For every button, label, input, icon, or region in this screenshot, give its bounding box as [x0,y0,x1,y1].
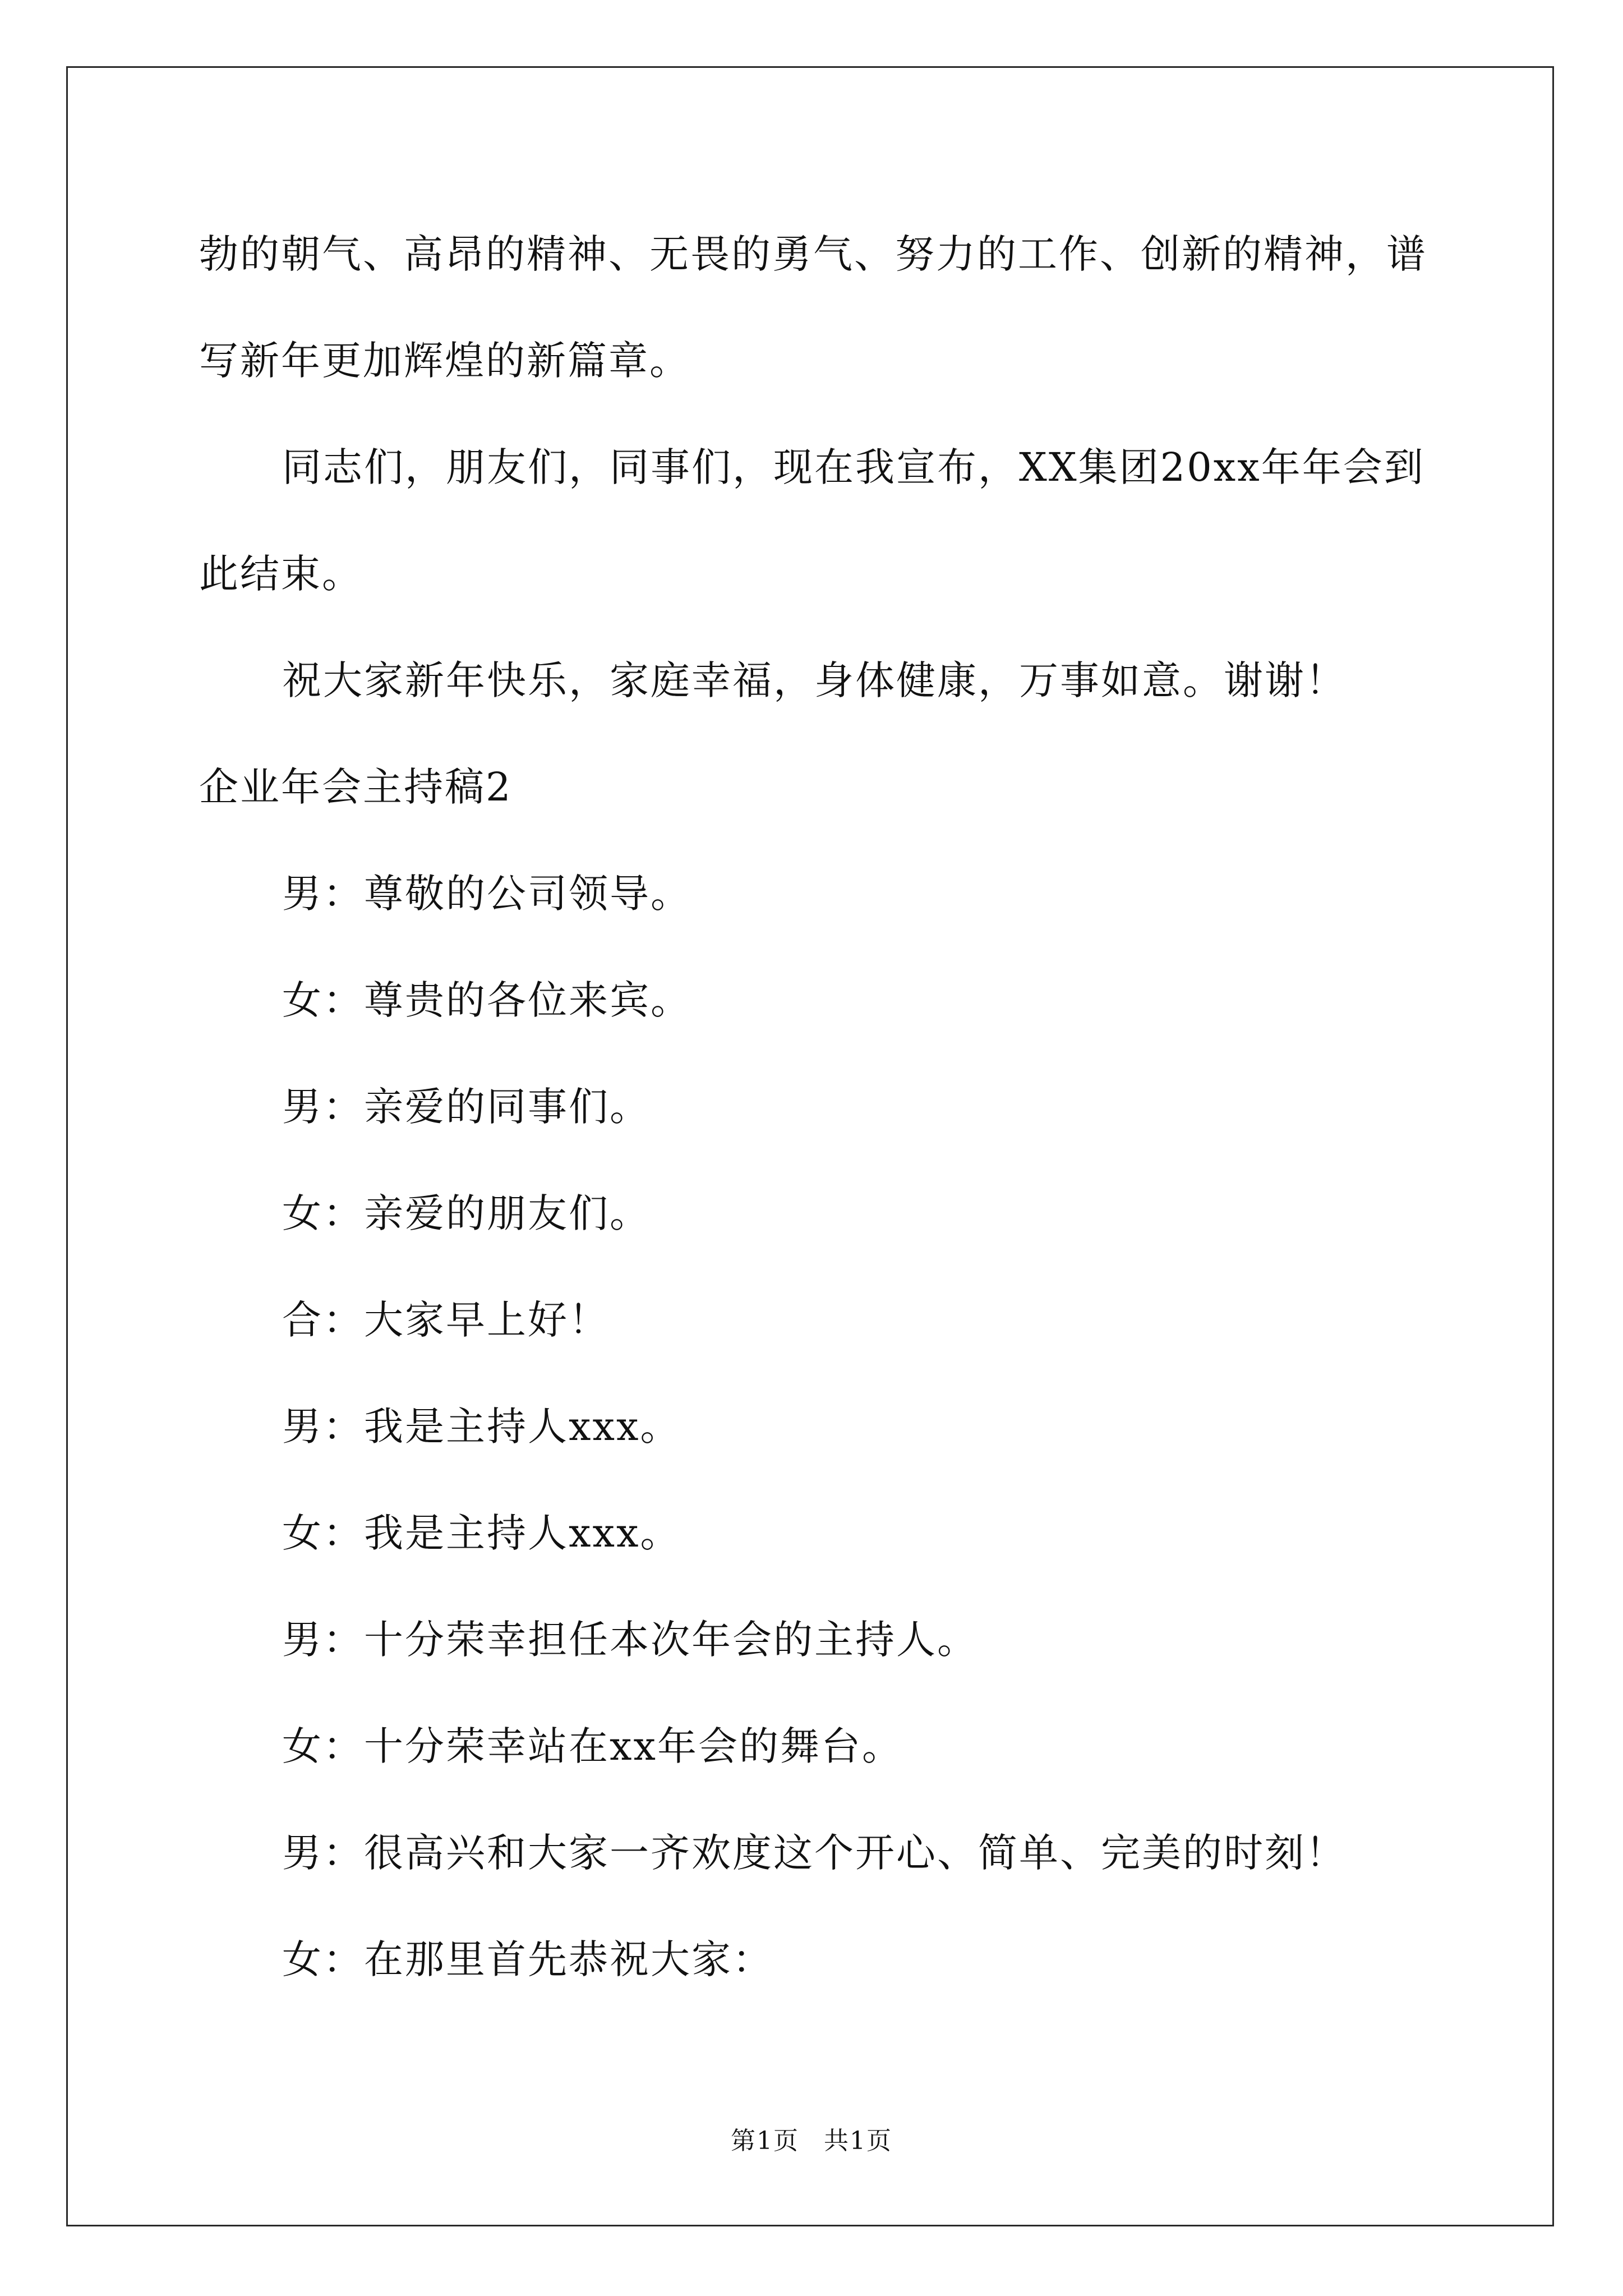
dialogue-line: 男：很高兴和大家一齐欢度这个开心、简单、完美的时刻！ [282,1830,1347,1876]
body-line: 同志们，朋友们，同事们，现在我宣布，XX集团20xx年年会到 [282,444,1425,490]
dialogue-line: 男：我是主持人xxx。 [282,1404,681,1450]
body-line: 写新年更加辉煌的新篇章。 [199,338,690,384]
dialogue-line: 男：十分荣幸担任本次年会的主持人。 [282,1617,978,1663]
dialogue-line: 女：十分荣幸站在xx年会的舞台。 [282,1723,903,1769]
body-line: 勃的朝气、高昂的精神、无畏的勇气、努力的工作、创新的精神，谱 [199,231,1427,277]
dialogue-line: 合：大家早上好！ [282,1297,610,1343]
dialogue-line: 女：亲爱的朋友们。 [282,1190,651,1236]
dialogue-line: 女：尊贵的各位来宾。 [282,977,691,1023]
dialogue-line: 男：亲爱的同事们。 [282,1084,651,1130]
section-heading: 企业年会主持稿2 [199,764,513,810]
document-body [199,201,1433,2013]
dialogue-line: 女：我是主持人xxx。 [282,1510,681,1556]
body-line: 祝大家新年快乐，家庭幸福，身体健康，万事如意。谢谢！ [282,657,1347,703]
dialogue-line: 女：在那里首先恭祝大家： [282,1936,773,1982]
page-number: 第1页 [731,2127,799,2155]
page-total: 共1页 [824,2127,892,2155]
page-footer [0,2124,1623,2158]
dialogue-line: 男：尊敬的公司领导。 [282,871,691,917]
body-line: 此结束。 [199,551,363,597]
